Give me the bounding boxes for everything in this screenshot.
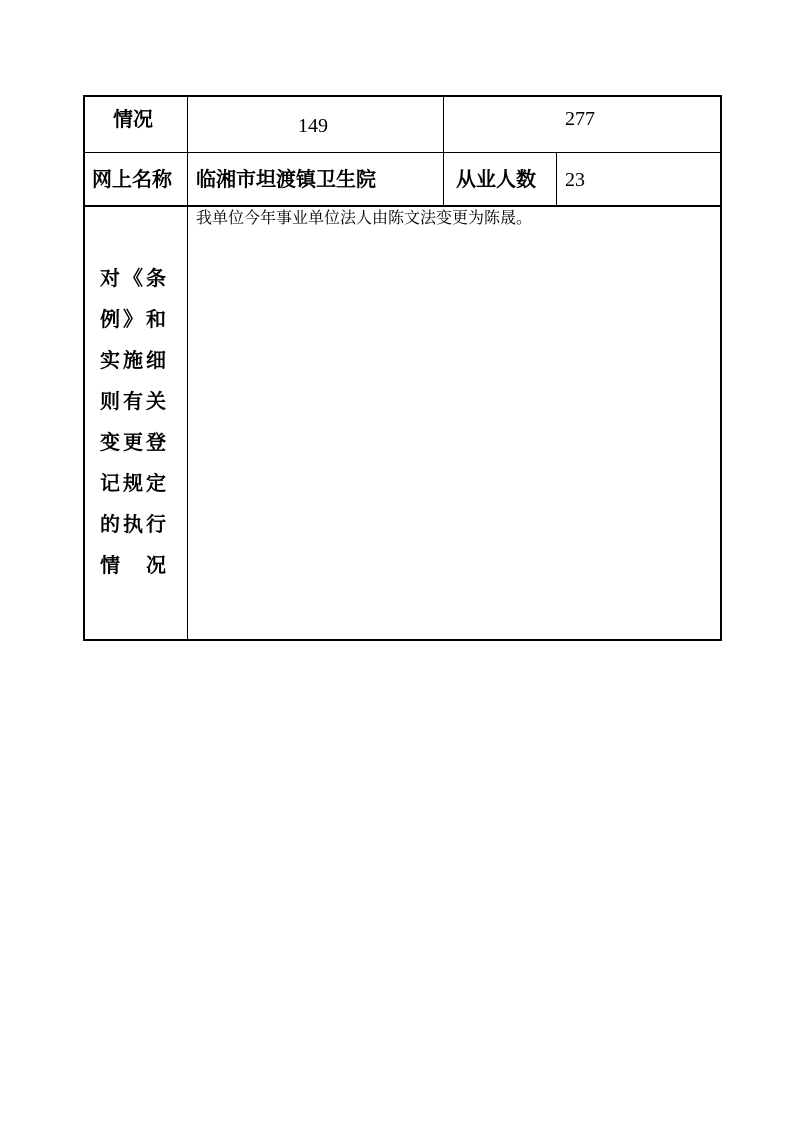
row-divider-2 [83, 205, 722, 207]
online-name-value: 临湘市坦渡镇卫生院 [196, 167, 376, 191]
col-divider-label [187, 95, 188, 641]
col-divider-staff [556, 152, 557, 206]
staff-count-value: 23 [565, 169, 585, 191]
table-border-right [720, 95, 722, 641]
row-divider-1 [83, 152, 722, 153]
label-line: 实施细 [100, 348, 169, 372]
label-line: 变更登 [100, 430, 169, 454]
col-divider-mid [443, 95, 444, 206]
table-border-top [83, 95, 722, 97]
label-line: 例》和 [100, 307, 169, 331]
row1-label: 情况 [113, 107, 153, 131]
regulation-compliance-label [100, 268, 170, 596]
label-line: 情 况 [100, 553, 169, 577]
table-border-bottom [83, 639, 722, 641]
staff-count-label: 从业人数 [456, 167, 536, 191]
table-border-left [83, 95, 85, 641]
label-line: 的执行 [100, 512, 169, 536]
compliance-content: 我单位今年事业单位法人由陈文法变更为陈晟。 [196, 208, 533, 227]
label-line: 则有关 [100, 389, 169, 413]
label-line: 对《条 [100, 266, 169, 290]
row1-value1: 149 [298, 115, 328, 137]
online-name-label: 网上名称 [92, 167, 172, 191]
row1-value2: 277 [565, 108, 595, 130]
label-line: 记规定 [100, 471, 169, 495]
